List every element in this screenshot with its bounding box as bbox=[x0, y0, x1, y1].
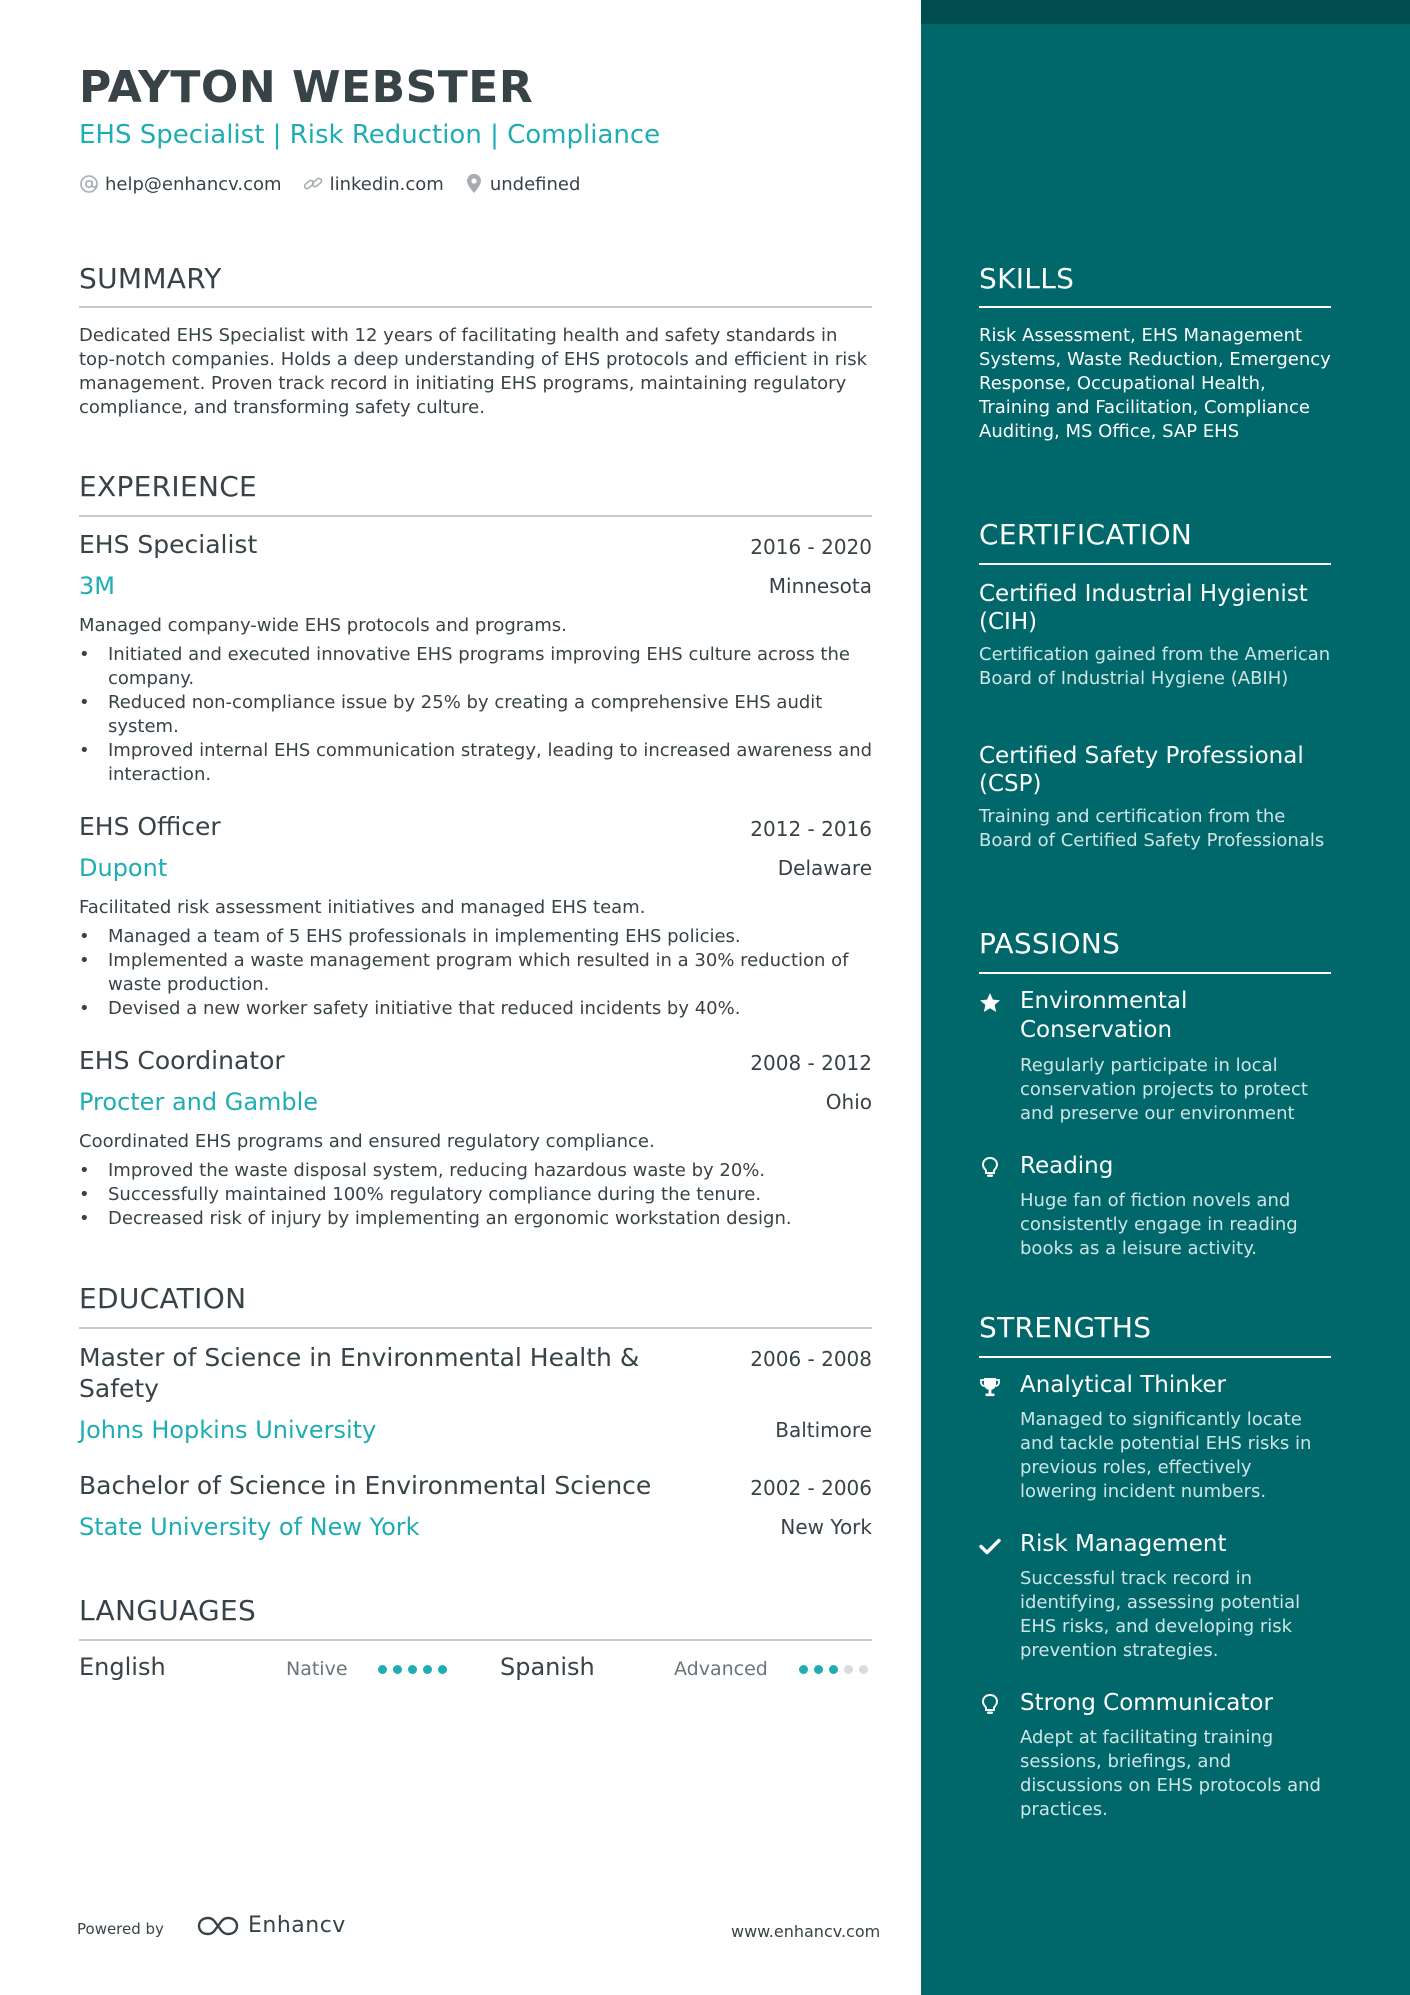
job-description: Facilitated risk assessment initiatives and managed EHS team. bbox=[79, 897, 646, 918]
job-description: Coordinated EHS programs and ensured regulatory compliance. bbox=[79, 1131, 655, 1152]
job-bullet: • Managed a team of 5 EHS professionals in implementing EHS policies. bbox=[79, 925, 874, 949]
degree-title: Bachelor of Science in Environmental Science bbox=[79, 1471, 652, 1500]
job-location: Minnesota bbox=[768, 574, 872, 598]
language-rating-dots bbox=[378, 1665, 453, 1674]
job-bullet: • Initiated and executed innovative EHS programs improving EHS culture across the company. bbox=[79, 643, 874, 691]
school-name: Johns Hopkins University bbox=[79, 1416, 377, 1444]
rating-dot-filled bbox=[438, 1665, 447, 1674]
link-icon bbox=[302, 174, 324, 194]
experience-heading: EXPERIENCE bbox=[79, 470, 258, 503]
summary-text: Dedicated EHS Specialist with 12 years of facilitating health and safety standards in top-notch companies. Holds a deep understanding of EHS protocols and efficient in risk management. Proven track record in initiating EHS programs, maintaining regulatory compliance, and transforming safety culture. bbox=[79, 325, 868, 418]
strengths-divider bbox=[979, 1356, 1331, 1358]
lightbulb-icon bbox=[977, 1692, 1003, 1718]
passion-description: Huge fan of fiction novels and consistently engage in reading books as a leisure activity. bbox=[1020, 1190, 1298, 1259]
job-company: Dupont bbox=[79, 854, 168, 882]
candidate-name: PAYTON WEBSTER bbox=[79, 62, 534, 113]
contact-linkedin[interactable] bbox=[302, 174, 444, 195]
education-location: New York bbox=[780, 1515, 872, 1539]
job-title: EHS Officer bbox=[79, 812, 221, 841]
infinity-logo-icon bbox=[196, 1914, 240, 1938]
strength-description: Successful track record in identifying, assessing potential EHS risks, and developing risk prevention strategies. bbox=[1020, 1568, 1301, 1661]
job-description: Managed company-wide EHS protocols and programs. bbox=[79, 615, 567, 636]
certification-name: Certified Industrial Hygienist (CIH) bbox=[979, 581, 1308, 635]
lightbulb-icon bbox=[977, 1155, 1003, 1181]
strength-description: Managed to significantly locate and tackle potential EHS risks in previous roles, effectively lowering incident numbers. bbox=[1020, 1409, 1312, 1502]
rating-dot-filled bbox=[814, 1665, 823, 1674]
rating-dot-empty bbox=[844, 1665, 853, 1674]
job-bullet: • Devised a new worker safety initiative that reduced incidents by 40%. bbox=[79, 997, 874, 1021]
star-icon bbox=[977, 990, 1003, 1016]
job-bullet: • Decreased risk of injury by implementing an ergonomic workstation design. bbox=[79, 1207, 874, 1231]
skills-heading: SKILLS bbox=[979, 262, 1075, 295]
skills-text: Risk Assessment, EHS Management Systems, Waste Reduction, Emergency Response, Occupational Health, Training and Facilitation, Compliance Auditing, MS Office, SAP EHS bbox=[979, 325, 1331, 442]
footer-brand: Enhancv bbox=[248, 1913, 346, 1938]
checkmark-icon bbox=[977, 1533, 1003, 1559]
contact-email[interactable] bbox=[79, 174, 282, 195]
enhancv-logo[interactable] bbox=[196, 1913, 346, 1938]
contact-bar bbox=[79, 173, 600, 195]
degree-title: Master of Science in Environmental Health & Safety bbox=[79, 1343, 640, 1403]
language-name: English bbox=[79, 1653, 166, 1681]
footer-url[interactable]: www.enhancv.com bbox=[731, 1922, 881, 1941]
rating-dot-filled bbox=[393, 1665, 402, 1674]
education-divider bbox=[79, 1327, 872, 1329]
language-rating-dots bbox=[799, 1665, 874, 1674]
sidebar-column bbox=[921, 0, 1410, 1995]
job-company: 3M bbox=[79, 572, 115, 600]
strength-title: Risk Management bbox=[1020, 1531, 1227, 1557]
contact-location bbox=[464, 173, 581, 195]
skills-divider bbox=[979, 306, 1331, 308]
job-title: EHS Specialist bbox=[79, 530, 258, 559]
certification-description: Training and certification from the Board of Certified Safety Professionals bbox=[979, 806, 1325, 851]
languages-divider bbox=[79, 1639, 872, 1641]
trophy-icon bbox=[977, 1374, 1003, 1400]
rating-dot-filled bbox=[799, 1665, 808, 1674]
rating-dot-filled bbox=[423, 1665, 432, 1674]
school-name: State University of New York bbox=[79, 1513, 420, 1541]
certification-name: Certified Safety Professional (CSP) bbox=[979, 743, 1304, 797]
sidebar-top-band bbox=[921, 0, 1410, 24]
education-dates: 2002 - 2006 bbox=[750, 1476, 872, 1500]
language-name: Spanish bbox=[500, 1653, 595, 1681]
at-sign-icon bbox=[79, 174, 99, 194]
rating-dot-filled bbox=[378, 1665, 387, 1674]
candidate-headline: EHS Specialist | Risk Reduction | Compliance bbox=[79, 120, 661, 150]
job-bullet: • Implemented a waste management program which resulted in a 30% reduction of waste production. bbox=[79, 949, 874, 997]
contact-email-text: help@enhancv.com bbox=[105, 173, 282, 195]
strengths-heading: STRENGTHS bbox=[979, 1311, 1152, 1344]
job-location: Ohio bbox=[825, 1090, 872, 1114]
passions-heading: PASSIONS bbox=[979, 927, 1121, 960]
job-bullets bbox=[79, 1159, 874, 1231]
language-level: Advanced bbox=[674, 1658, 768, 1680]
footer-powered-by: Powered by bbox=[77, 1920, 164, 1938]
rating-dot-empty bbox=[859, 1665, 868, 1674]
passions-divider bbox=[979, 972, 1331, 974]
education-dates: 2006 - 2008 bbox=[750, 1347, 872, 1371]
experience-divider bbox=[79, 515, 872, 517]
map-pin-icon bbox=[464, 173, 484, 195]
passion-title: Reading bbox=[1020, 1153, 1114, 1179]
education-heading: EDUCATION bbox=[79, 1282, 247, 1315]
job-company: Procter and Gamble bbox=[79, 1088, 319, 1116]
job-dates: 2016 - 2020 bbox=[750, 535, 872, 559]
rating-dot-filled bbox=[829, 1665, 838, 1674]
language-level: Native bbox=[286, 1658, 348, 1680]
strength-title: Strong Communicator bbox=[1020, 1690, 1273, 1716]
job-title: EHS Coordinator bbox=[79, 1046, 285, 1075]
certification-description: Certification gained from the American Board of Industrial Hygiene (ABIH) bbox=[979, 644, 1331, 689]
contact-location-text: undefined bbox=[489, 173, 581, 195]
job-bullet: • Reduced non-compliance issue by 25% by creating a comprehensive EHS audit system. bbox=[79, 691, 874, 739]
strength-title: Analytical Thinker bbox=[1020, 1372, 1226, 1398]
languages-heading: LANGUAGES bbox=[79, 1594, 257, 1627]
job-dates: 2012 - 2016 bbox=[750, 817, 872, 841]
summary-heading: SUMMARY bbox=[79, 262, 222, 295]
job-bullet: • Improved the waste disposal system, reducing hazardous waste by 20%. bbox=[79, 1159, 874, 1183]
job-bullets bbox=[79, 925, 874, 1021]
strength-description: Adept at facilitating training sessions, briefings, and discussions on EHS protocols and practices. bbox=[1020, 1727, 1321, 1820]
contact-linkedin-text: linkedin.com bbox=[329, 173, 444, 195]
summary-divider bbox=[79, 306, 872, 308]
certification-heading: CERTIFICATION bbox=[979, 518, 1193, 551]
job-dates: 2008 - 2012 bbox=[750, 1051, 872, 1075]
job-bullet: • Improved internal EHS communication strategy, leading to increased awareness and interaction. bbox=[79, 739, 874, 787]
certification-divider bbox=[979, 563, 1331, 565]
passion-description: Regularly participate in local conservation projects to protect and preserve our environment bbox=[1020, 1055, 1308, 1124]
job-location: Delaware bbox=[777, 856, 872, 880]
job-bullet: • Successfully maintained 100% regulatory compliance during the tenure. bbox=[79, 1183, 874, 1207]
job-bullets bbox=[79, 643, 874, 787]
rating-dot-filled bbox=[408, 1665, 417, 1674]
languages-row bbox=[79, 1652, 874, 1686]
passion-title: Environmental Conservation bbox=[1020, 988, 1188, 1043]
education-location: Baltimore bbox=[775, 1418, 872, 1442]
